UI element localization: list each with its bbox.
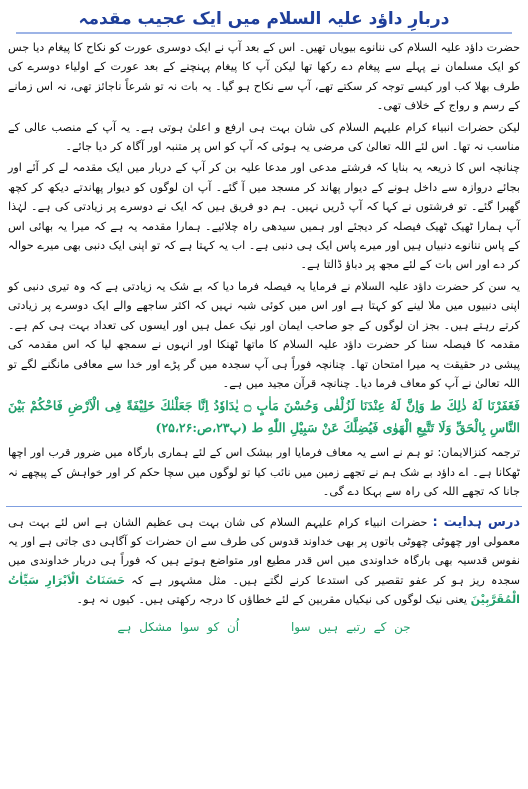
lesson-quote: حَسَنَاتُ الْاَبْرَارِ سَيِّاٰتُ الْمُقَرَّبِيْنَ: [8, 573, 520, 607]
footer-couplet: [6, 620, 522, 634]
couplet-left: اُن کو سوا مشکل ہے: [117, 619, 240, 634]
lesson-text-after: یعنی نیک لوگوں کی نیکیاں مقربین کے لئے خطاؤں کا درجہ رکھتی ہیں۔ کیوں نہ ہو۔: [76, 593, 468, 607]
verse-reference: (پ۲۳،ص:۲۵،۲۶): [155, 420, 248, 436]
couplet-right: جن کے رتبے ہیں سوا: [290, 619, 411, 634]
lesson-text-before: حضرات انبیاء کرام علیہم السلام کی شان بہت ہی عظیم الشان ہے اس لئے بہت ہی معمولی اور چھوٹی چھوٹی باتوں پر بھی خداوند قدوس کی طرف سے ان حضرات کو آگاہی دی جاتی ہے اور یہ نفوس قدسیہ بھی بارگاہ خداوندی میں اس قدر مطیع اور متواضع ہوتے ہیں کہ فوراً ہی دربار خداوندی میں سجدہ ریز ہو کر عفو تقصیر کی استدعا کرنے لگتے ہیں۔ مثل مشہور ہے کہ: [8, 515, 521, 587]
lesson: [6, 513, 522, 610]
lesson-heading: درس ہدایت :: [432, 514, 520, 530]
divider: [6, 506, 522, 507]
page-title: دربارِ داؤد علیہ السلام میں ایک عجیب مقدمہ: [16, 6, 512, 34]
paragraph-3: چنانچہ اس کا ذریعہ یہ بنایا کہ فرشتے مدعی اور مدعا علیہ بن کر آپ کے دربار میں ایک مقدمہ لے کر آئے اور بجائے دروازہ سے داخل ہونے کے دیوار پھاند کر مسجد میں آ گئے۔ آپ ان لوگوں کو دیوار پھاندتے دیکھ کر کچھ گھبرا گئے۔ تو فرشتوں نے کہا کہ آپ ڈریں نہیں۔ ہم دو فریق ہیں کہ ایک نے دوسرے پر زیادتی کی ہے۔ لہٰذا آپ ہمارا ٹھیک ٹھیک فیصلہ کر دیجئے اور ہمیں سیدھی راہ چلائیے۔ ہمارا مقدمہ یہ ہے کہ میرا یہ بھائی اس کے پاس ننانوے دنبیاں ہیں اور میرے پاس ایک ہی دنبی ہے۔ اب یہ کہتا ہے کہ تو اپنی ایک دنبی بھی میرے حوالہ کر دے اور اس بات کے لئے مجھ پر دباؤ ڈالتا ہے۔: [8, 161, 520, 272]
translation: ترجمہ کنزالایمان: تو ہم نے اسے یہ معاف فرمایا اور بیشک اس کے لئے ہماری بارگاہ میں ضرور قرب اور اچھا ٹھکانا ہے۔ اے داؤد بے شک ہم نے تجھے زمین میں نائب کیا تو لوگوں میں سچا حکم کر اور خواہش کے پیچھے نہ جانا کہ تجھے اللہ کی راہ سے بہکا دے گی۔: [8, 446, 520, 499]
paragraph-1: حضرت داؤد علیہ السلام کی ننانوے بیویاں تھیں۔ اس کے بعد آپ نے ایک دوسری عورت کو نکاح کا پیغام دیا جس کو ایک مسلمان نے پہلے سے پیغام دے رکھا تھا لیکن آپ کا پیغام پہنچنے کے بعد عورت کے اولیاء دوسرے کی طرف بھلا کب اور کیسے توجہ کر سکتے تھے، آپ سے نکاح ہو گیا۔ یہ بات نہ تو شرعاً ناجائز تھی، نہ اس زمانے کے رسم و رواج کے خلاف تھی۔: [8, 41, 520, 113]
verse-text: فَغَفَرْنَا لَهُ ذٰلِكَ ط وَاِنَّ لَهُ عِنْدَنَا لَزُلْفٰى وَحُسْنَ مَاٰبٍ ۝ يٰدَاوٗدُ اِنَّا جَعَلْنٰكَ خَلِيْفَةً فِى الْاَرْضِ فَاحْكُمْ بَيْنَ النَّاسِ بِالْحَقِّ وَلَا تَتَّبِعِ الْهَوٰى فَيُضِلَّكَ عَنْ سَبِيْلِ اللّٰهِ ط: [8, 398, 520, 436]
paragraph-2: لیکن حضرات انبیاء کرام علیہم السلام کی شان بہت ہی ارفع و اعلیٰ ہوتی ہے۔ یہ آپ کے منصب عالی کے مناسب نہ تھا۔ اس لئے اللہ تعالیٰ کی مرضی یہ ہوئی کہ آپ کو اس پر متنبہ اور آگاہ کر دیا جائے۔: [8, 120, 520, 154]
paragraph-4: یہ سن کر حضرت داؤد علیہ السلام نے فرمایا یہ فیصلہ فرما دیا کہ بے شک یہ زیادتی ہے کہ وہ تیری دنبی کو اپنی دنبیوں میں ملا لینے کو کہتا ہے اور اس میں کوئی شبہ نہیں کہ اکثر ساجھے والے ایک دوسرے پر زیادتی کرتے رہتے ہیں۔ بجز ان لوگوں کے جو صاحب ایمان اور نیک عمل ہیں اور ایسوں کی تعداد بہت ہی کم ہے۔ مقدمہ کا فیصلہ سنا کر حضرت داؤد علیہ السلام کا ماتھا ٹھنکا اور انہوں نے سمجھ لیا کہ اس مقدمہ کی پیشی در حقیقت یہ میرا امتحان تھا۔ چنانچہ فوراً ہی آپ سجدہ میں گر پڑے اور خدا سے معافی مانگنے لگے تو اللہ تعالیٰ نے آپ کو معاف فرما دیا۔ چنانچہ قرآن مجید میں ہے۔: [8, 279, 520, 390]
quran-verse: [6, 395, 522, 439]
